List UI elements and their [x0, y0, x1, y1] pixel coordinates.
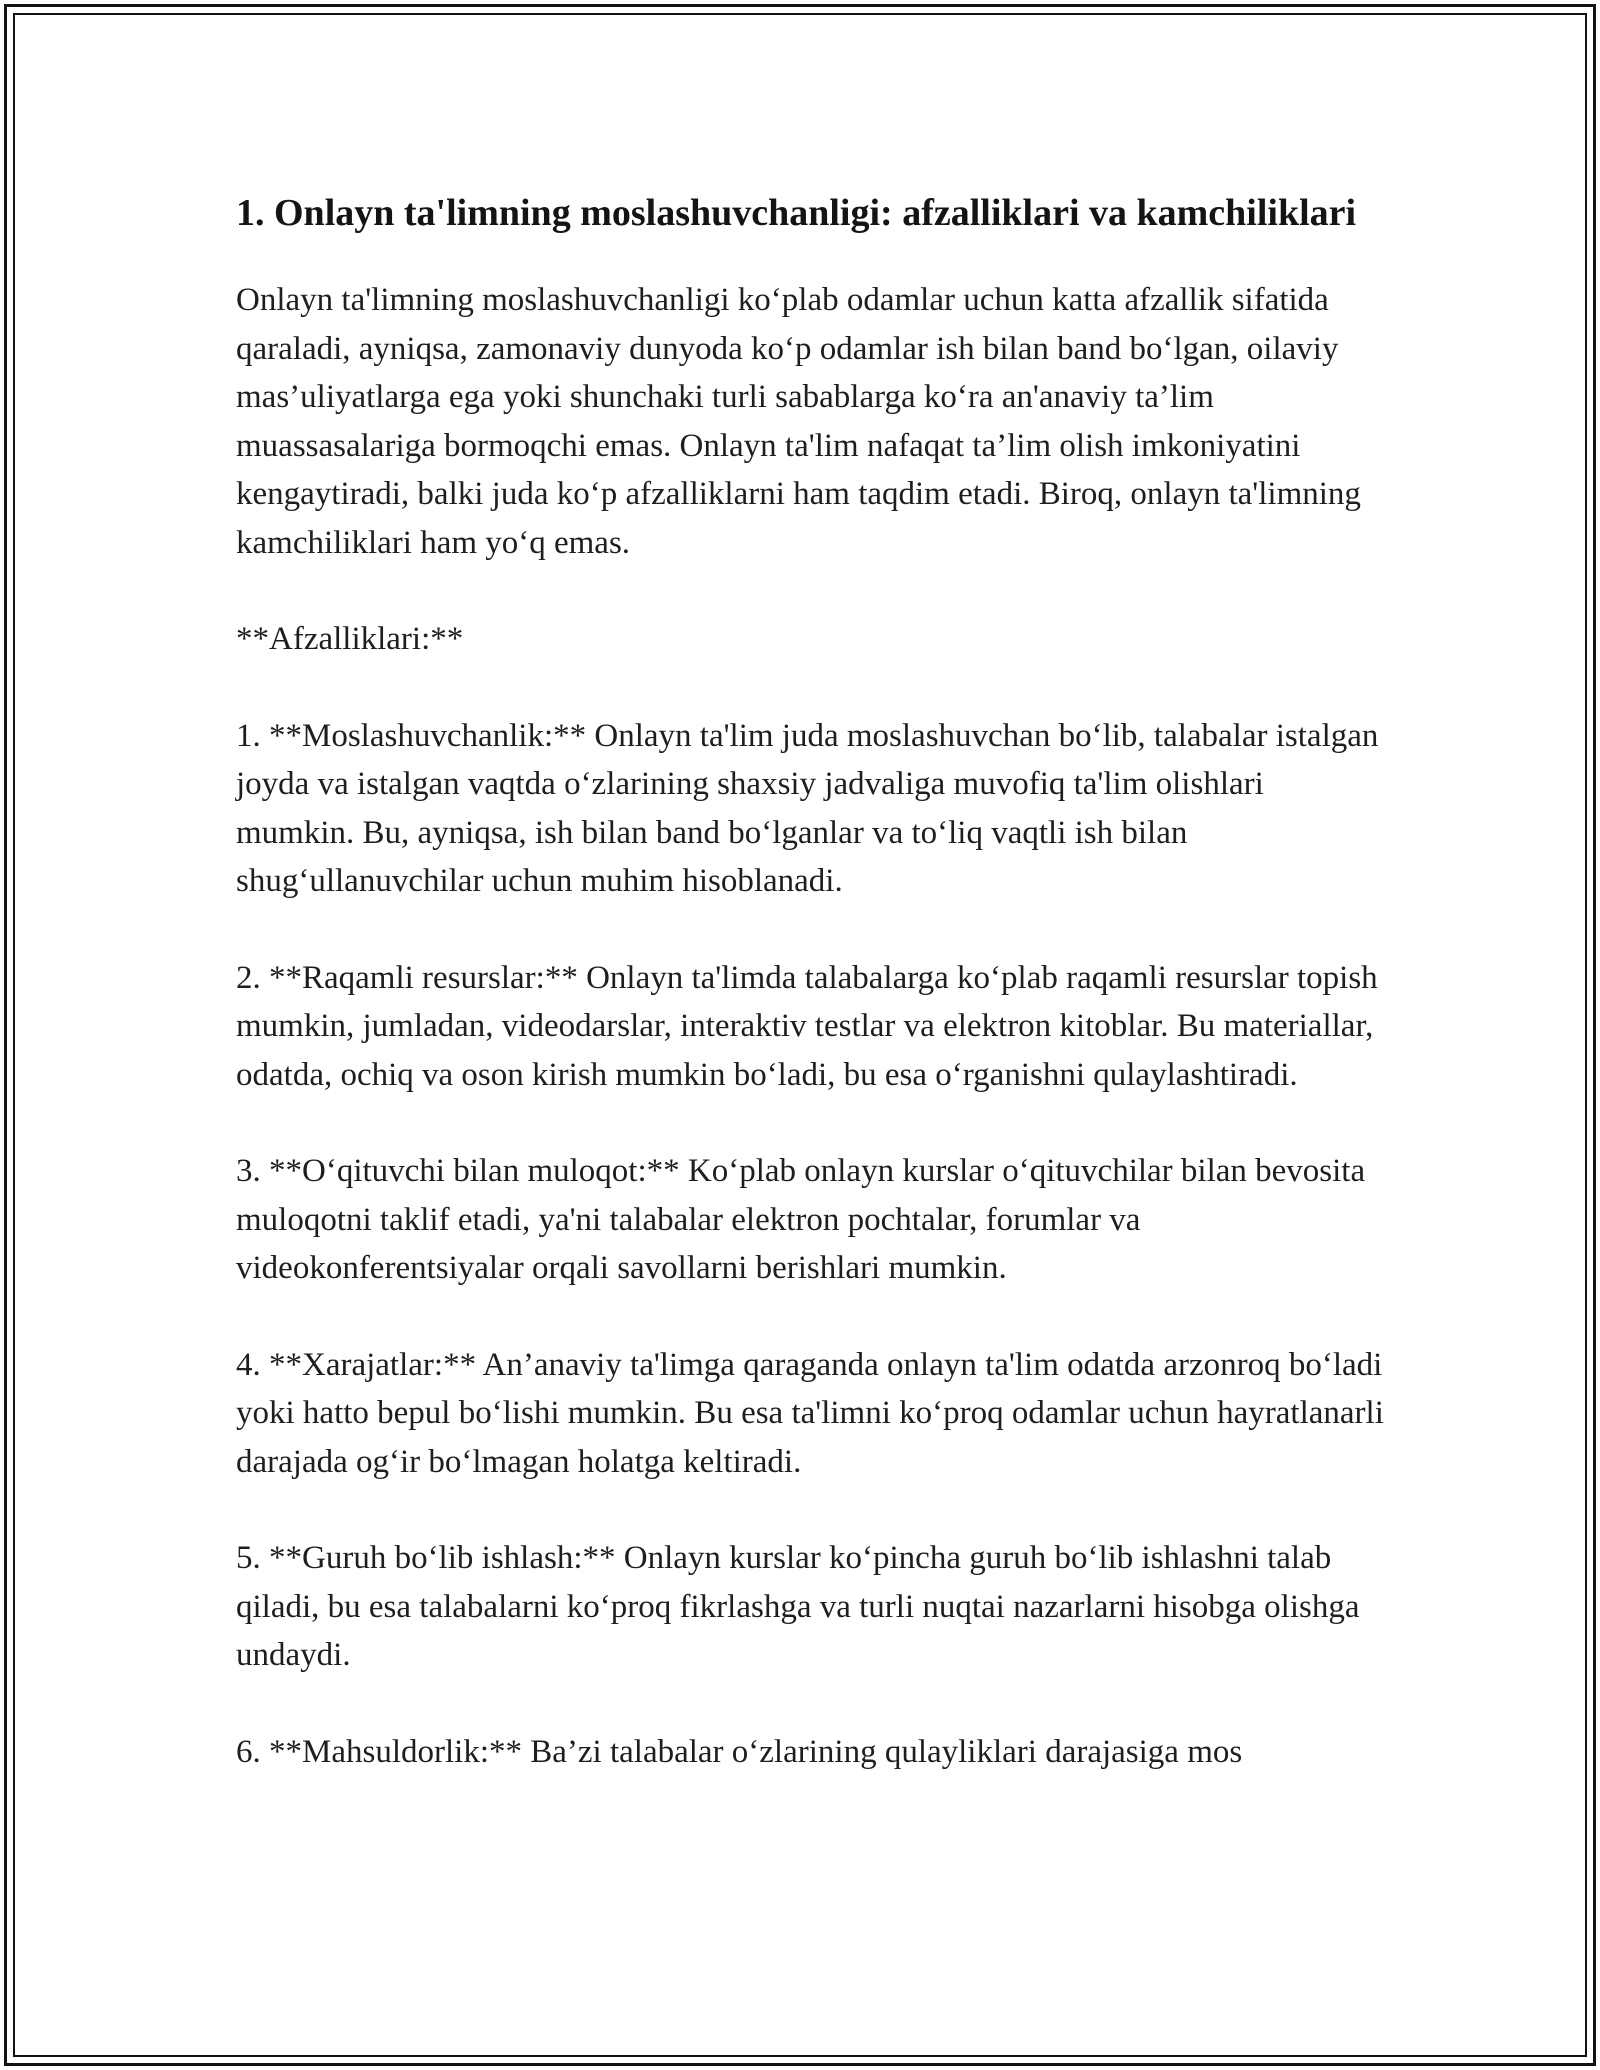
document-title: 1. Onlayn ta'limning moslashuvchanligi: afzalliklari va kamchiliklari	[236, 192, 1357, 234]
intro-paragraph: Onlayn ta'limning moslashuvchanligi ko‘plab odamlar uchun katta afzallik sifatida qaraladi, ayniqsa, zamonaviy dunyoda ko‘p odamlar ish bilan band bo‘lgan, oilaviy mas’uliyatlarga ega yoki shunchaki turli sabablarga ko‘ra an'anaviy ta’lim muassasalariga bormoqchi emas. Onlayn ta'lim nafaqat ta’lim olish imkoniyatini kengaytiradi, balki juda ko‘p afzalliklarni ham taqdim etadi. Biroq, onlayn ta'limning kamchiliklari ham yo‘q emas.	[236, 282, 1361, 561]
advantage-item-group-work: 5. **Guruh bo‘lib ishlash:** Onlayn kurslar ko‘pincha guruh bo‘lib ishlashni talab qiladi, bu esa talabalarni ko‘proq fikrlashga va turli nuqtai nazarlarni hisobga olishga undaydi.	[236, 1540, 1360, 1673]
advantage-item-teacher-communication: 3. **O‘qituvchi bilan muloqot:** Ko‘plab onlayn kurslar o‘qituvchilar bilan bevosita muloqotni taklif etadi, ya'ni talabalar elektron pochtalar, forumlar va videokonferentsiyalar orqali savollarni berishlari mumkin.	[236, 1153, 1366, 1286]
advantages-heading: **Afzalliklari:**	[236, 621, 464, 657]
advantage-item-productivity: 6. **Mahsuldorlik:** Ba’zi talabalar o‘zlarining qulayliklari darajasiga mos	[236, 1733, 1243, 1770]
advantage-item-costs: 4. **Xarajatlar:** An’anaviy ta'limga qaraganda onlayn ta'lim odatda arzonroq bo‘ladi yoki hatto bepul bo‘lishi mumkin. Bu esa ta'limni ko‘proq odamlar uchun hayratlanarli darajada og‘ir bo‘lmagan holatga keltiradi.	[236, 1346, 1384, 1480]
advantage-item-digital-resources: 2. **Raqamli resurslar:** Onlayn ta'limda talabalarga ko‘plab raqamli resurslar topish mumkin, jumladan, videodarslar, interaktiv testlar va elektron kitoblar. Bu materiallar, odatda, ochiq va oson kirish mumkin bo‘ladi, bu esa o‘rganishni qulaylashtiradi.	[236, 959, 1378, 1093]
advantage-item-flexibility: 1. **Moslashuvchanlik:** Onlayn ta'lim juda moslashuvchan bo‘lib, talabalar istalgan joyda va istalgan vaqtda o‘zlarining shaxsiy jadvaliga muvofiq ta'lim olishlari mumkin. Bu, ayniqsa, ish bilan band bo‘lganlar va to‘liq vaqtli ish bilan shug‘ullanuvchilar uchun muhim hisoblanadi.	[236, 717, 1379, 899]
document-body	[236, 186, 1386, 1824]
